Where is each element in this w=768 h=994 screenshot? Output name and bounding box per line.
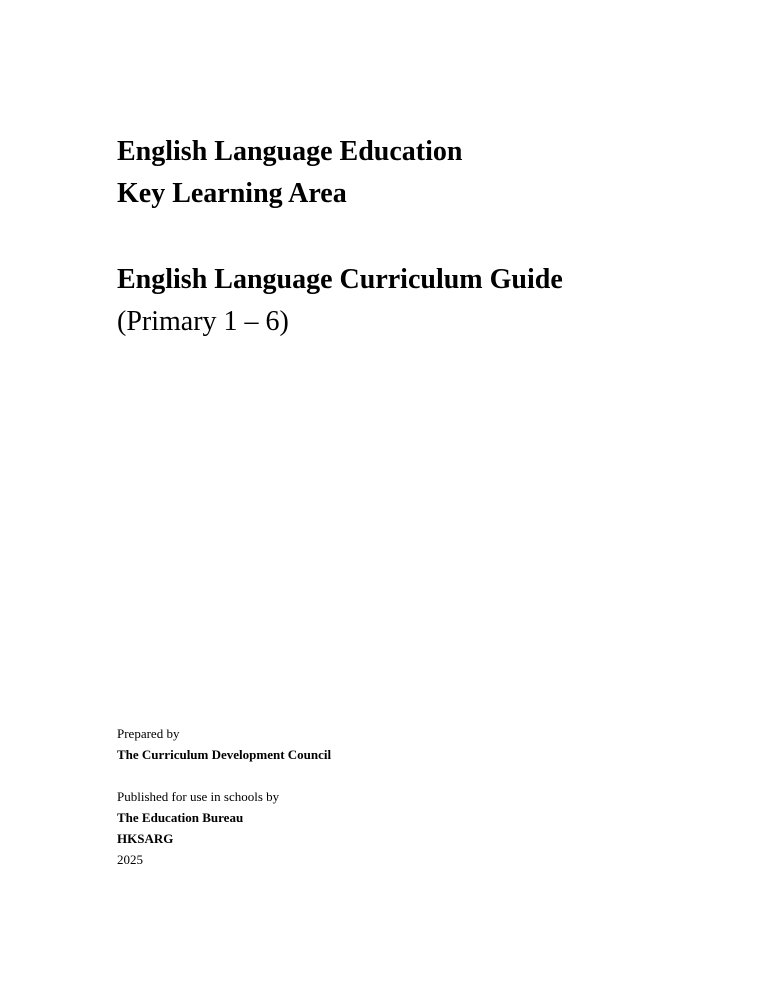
guide-subtitle: (Primary 1 – 6) [117,306,289,337]
kla-title-line-2: Key Learning Area [117,178,347,209]
published-label: Published for use in schools by [117,789,280,804]
kla-title-line-1: English Language Education [117,136,463,167]
prepared-label: Prepared by [117,726,180,741]
prepared-by: The Curriculum Development Council [117,747,332,762]
guide-title: English Language Curriculum Guide [117,264,563,295]
region: HKSARG [117,831,174,846]
publisher: The Education Bureau [117,810,244,825]
publication-year: 2025 [117,852,143,867]
